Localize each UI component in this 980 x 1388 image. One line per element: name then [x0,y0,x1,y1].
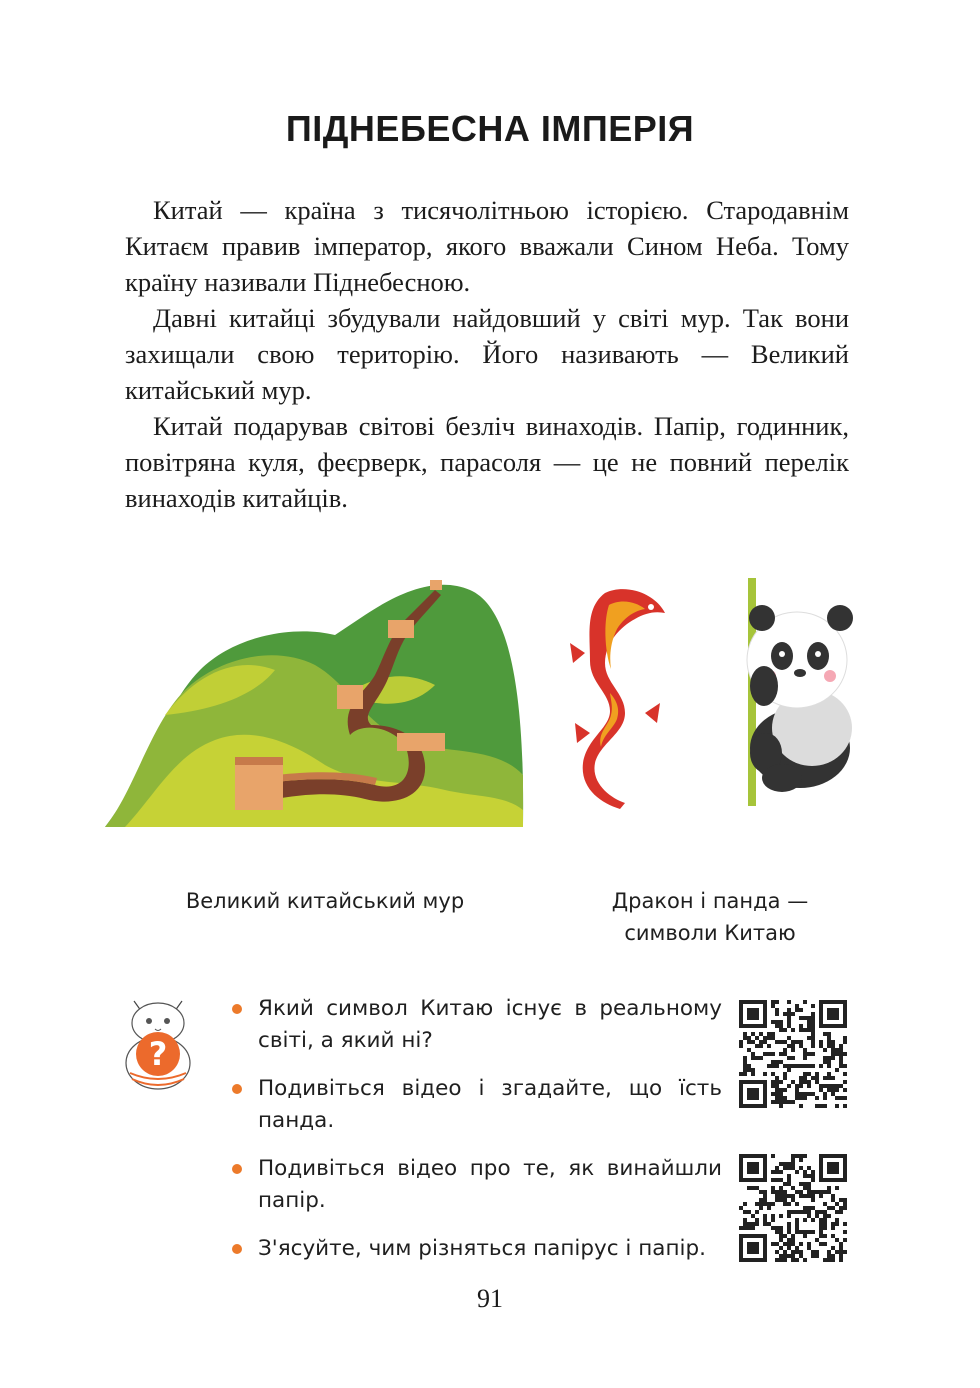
panda-illustration [742,578,860,808]
paragraph-1: Китай — країна з тисячолітньою історією. Стародавнім Китаєм правив імператор, якого вважали Сином Неба. Тому країну називали Піднебесною. [125,195,849,297]
task-text: Подивіться відео про те, як винайшли папір. [258,1156,722,1213]
page-title: ПІДНЕБЕСНА ІМПЕРІЯ [285,108,695,149]
great-wall-illustration [105,575,530,830]
qr-code-icon[interactable] [739,1154,847,1262]
page-number: 91 [477,1284,503,1313]
body-text [125,192,849,516]
task-item [232,993,722,1057]
dragon-illustration [565,583,675,811]
task-text: Подивіться відео і згадайте, що їсть панда. [258,1076,722,1133]
task-item [232,1073,722,1137]
paragraph-2: Давні китайці збудували найдовший у світі мур. Так вони захищали свою територію. Його називають — Великий китайський мур. [125,303,849,405]
qr-code-icon[interactable] [739,1000,847,1108]
caption-dragon-panda [570,885,850,949]
task-text: З'ясуйте, чим різняться папірус і папір. [258,1236,706,1261]
task-item [232,1153,722,1217]
task-list [232,993,722,1281]
paragraph-3: Китай подарував світові безліч винаходів. Папір, годинник, повітряна куля, феєрверк, парасоля — це не повний перелік винаходів китайців. [125,411,849,513]
bullet-icon [232,1244,242,1254]
caption-dragon-panda-line-2: символи Китаю [624,921,796,945]
bullet-icon [232,1004,242,1014]
question-mark: ? [148,1035,168,1073]
caption-dragon-panda-line-1: Дракон і панда — [611,889,809,913]
bullet-icon [232,1084,242,1094]
task-text: Який символ Китаю існує в реальному світі, а який ні? [258,996,722,1053]
bullet-icon [232,1164,242,1174]
task-item [232,1233,722,1265]
caption-great-wall: Великий китайський мур [185,889,465,913]
